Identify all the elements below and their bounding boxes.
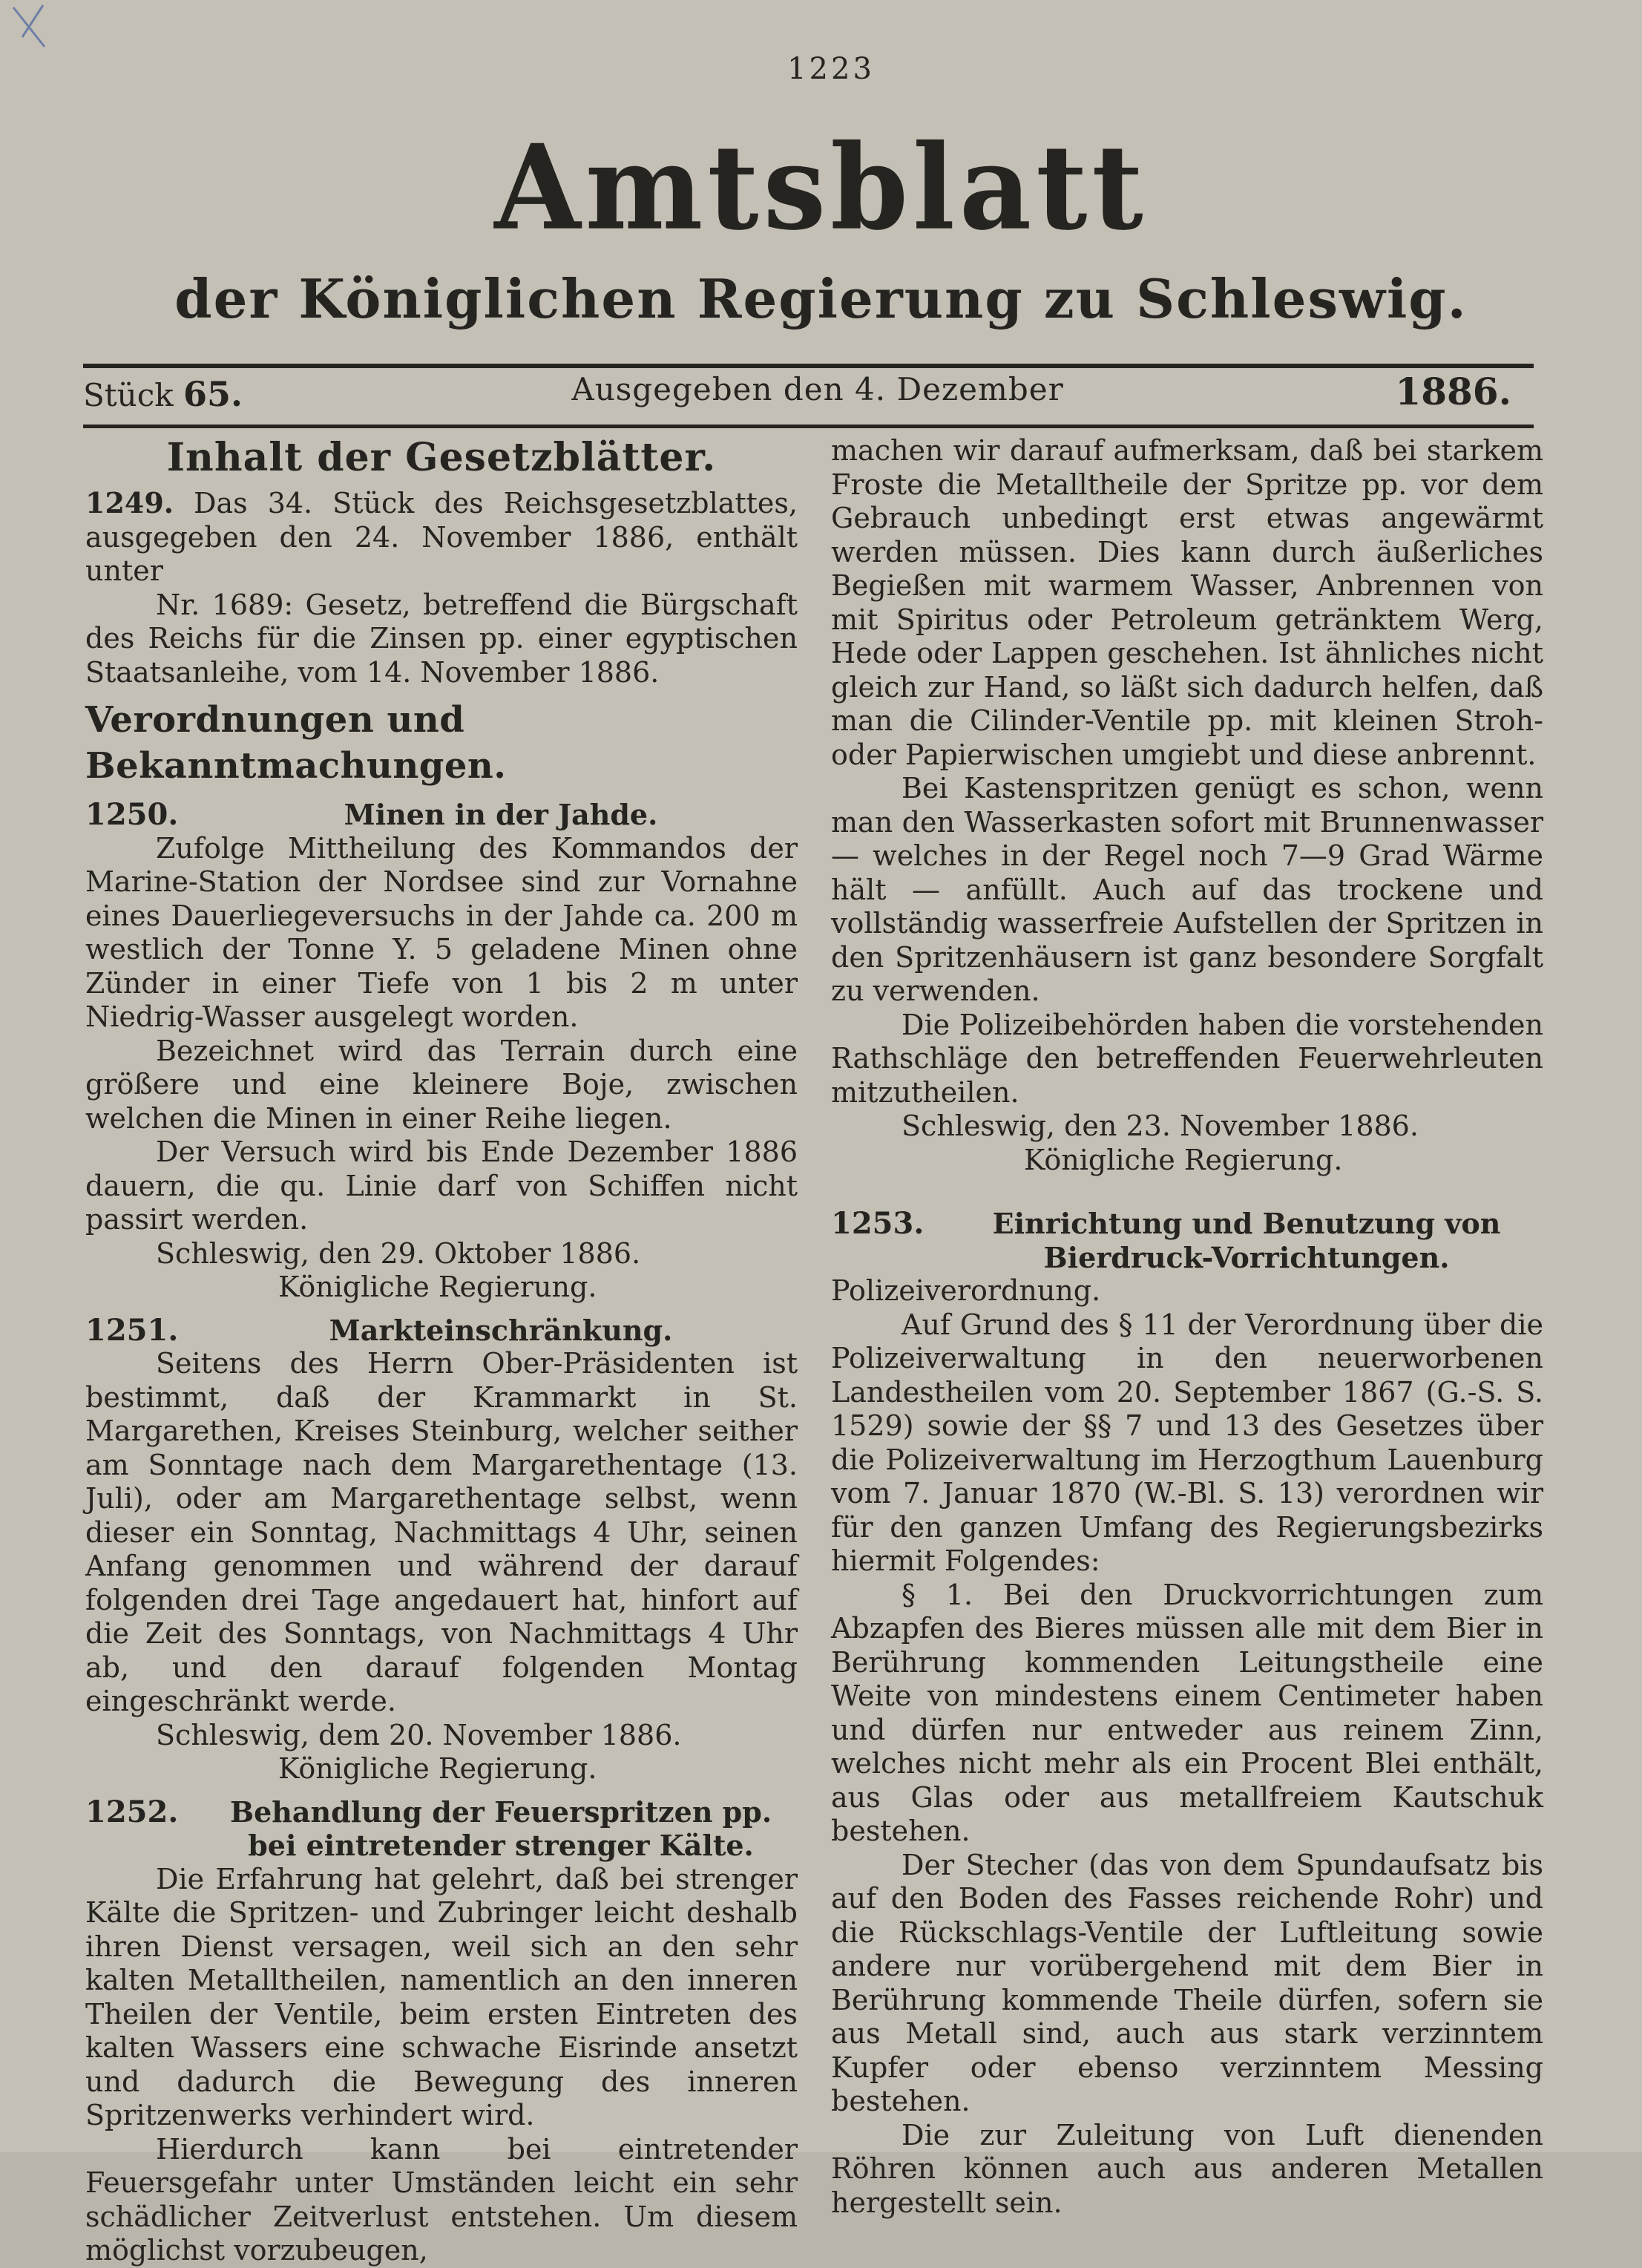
issue-line: [83, 371, 1534, 416]
entry-1252-head: [85, 1795, 798, 1863]
entry-1249: [85, 486, 798, 589]
authority: Königliche Regierung.: [278, 1752, 597, 1785]
paragraph: Zufolge Mittheilung des Kommandos der Marine-Station der Nordsee sind zur Vornahne eines Dauerliegeversuchs in der Jahde ca. 200 m westlich der Tonne Y. 5 geladene Minen ohne Zünder in einer Tiefe von 1 bis 2 m unter Niedrig-Wasser ausgelegt worden.: [85, 831, 798, 1033]
paragraph: Seitens des Herrn Ober-Präsidenten ist bestimmt, daß der Krammarkt in St. Margarethen, Kreises Steinburg, welcher seither am Sonntage nach dem Margarethentage (13. Juli), oder am Margarethentage selbst, wenn dieser ein Sonntag, Nachmittags 4 Uhr, seinen Anfang genommen und während der darauf folgenden drei Tage angedauert hat, hinfort auf die Zeit des Sonntags, von Nachmittags 4 Uhr ab, und den darauf folgenden Montag eingeschränkt werde.: [85, 1347, 798, 1717]
issue-year: 1886.: [1395, 370, 1511, 413]
entry-text: Das 34. Stück des Reichsgesetzblattes, ausgegeben den 24. November 1886, enthält unter: [85, 487, 798, 587]
entry-number: 1253.: [831, 1206, 925, 1241]
entry-number: 1252.: [85, 1794, 179, 1829]
paragraph: Der Stecher (das von dem Spundaufsatz bis auf den Boden des Fasses reichende Rohr) und die Rückschlags-Ventile der Luftleitung sowie andere nur vorübergehend mit dem Bier in Berührung kommende Theile dürfen, sofern sie aus Metall sind, auch aus stark verzinntem Kupfer oder ebenso verzinntem Messing bestehen.: [831, 1848, 1543, 2117]
masthead-title: Amtsblatt: [494, 119, 1148, 257]
entry-title: Behandlung der Feuerspritzen pp. bei eintretender strenger Kälte.: [229, 1795, 772, 1862]
place-date: Schleswig, dem 20. November 1886.: [156, 1718, 682, 1751]
page-number: 1223: [787, 52, 875, 86]
entry-title: Einrichtung und Benutzung von Bierdruck-Vorrichtungen.: [992, 1207, 1501, 1274]
authority: Königliche Regierung.: [278, 1271, 597, 1303]
entry-number: 1249.: [85, 486, 174, 520]
paragraph: Hierdurch kann bei eintretender Feuersgefahr unter Umständen leicht ein sehr schädlicher Zeitverlust entstehen. Um diesem möglichst vorzubeugen,: [85, 2132, 798, 2267]
paragraph: Die Erfahrung hat gelehrt, daß bei strenger Kälte die Spritzen- und Zubringer leicht deshalb ihren Dienst versagen, weil sich an den sehr kalten Metalltheilen, namentlich an den inneren Theilen der Ventile, beim ersten Eintreten des kalten Wassers eine schwache Eisrinde ansetzt und dadurch die Bewegung des inneren Spritzenwerks verhindert wird.: [85, 1862, 798, 2131]
authority: Königliche Regierung.: [1024, 1143, 1343, 1176]
masthead-subtitle: der Königlichen Regierung zu Schleswig.: [174, 267, 1468, 330]
entry-number: 1250.: [85, 797, 179, 832]
paragraph: Die zur Zuleitung von Luft dienenden Röhren können auch aus anderen Metallen hergestellt sein.: [831, 2118, 1543, 2219]
entry-1250-head: [85, 798, 798, 832]
entry-1249-law: Nr. 1689: Gesetz, betreffend die Bürgschaft des Reichs für die Zinsen pp. einer egyptischen Staatsanleihe, vom 14. November 1886.: [85, 588, 798, 689]
paragraph: Der Versuch wird bis Ende Dezember 1886 dauern, die qu. Linie darf von Schiffen nicht passirt werden.: [85, 1135, 798, 1236]
entry-subtitle: Polizeiverordnung.: [831, 1274, 1101, 1307]
contents-heading: Inhalt der Gesetzblätter.: [166, 435, 717, 480]
stueck-number: 65.: [183, 374, 243, 414]
stueck-label: Stück: [83, 377, 174, 413]
paragraph: Die Polizeibehörden haben die vorstehenden Rathschläge den betreffenden Feuerwehrleuten mitzutheilen.: [831, 1008, 1543, 1109]
paragraph: machen wir darauf aufmerksam, daß bei starkem Froste die Metalltheile der Spritze pp. vor dem Gebrauch unbedingt erst etwas angewärmt werden müssen. Dies kann durch äußerliches Begießen mit warmem Wasser, Anbrennen von mit Spiritus oder Petroleum getränktem Werg, Hede oder Lappen geschehen. Ist ähnliches nicht gleich zur Hand, so läßt sich dadurch helfen, daß man die Cilinder-Ventile pp. mit kleinen Stroh- oder Papierwischen umgiebt und diese anbrennt.: [831, 434, 1543, 771]
place-date: Schleswig, den 23. November 1886.: [902, 1110, 1419, 1142]
paragraph: § 1. Bei den Druckvorrichtungen zum Abzapfen des Bieres müssen alle mit dem Bier in Berührung kommenden Leitungstheile eine Weite von mindestens einem Centimeter haben und dürfen nur entweder aus reinem Zinn, welches nicht mehr als ein Procent Blei enthält, aus Glas oder aus metallfreiem Kautschuk bestehen.: [831, 1578, 1543, 1847]
paragraph: Auf Grund des § 11 der Verordnung über die Polizeiverwaltung in den neuerworbenen Landestheilen vom 20. September 1867 (G.-S. S. 1529) sowie der §§ 7 und 13 des Gesetzes über die Polizeiverwaltung im Herzogthum Lauenburg vom 7. Januar 1870 (W.-Bl. S. 13) verordnen wir für den ganzen Umfang des Regierungsbezirks hiermit Folgendes:: [831, 1308, 1543, 1577]
issue-stueck: [83, 374, 243, 414]
header-rule-bottom: [83, 425, 1534, 428]
right-column: [831, 434, 1543, 2220]
entry-title: Markteinschränkung.: [329, 1313, 673, 1347]
entry-title: Minen in der Jahde.: [344, 798, 658, 831]
entry-1253-head: [831, 1207, 1543, 1274]
pencil-mark-icon: [7, 4, 52, 48]
section-heading: Verordnungen und Bekanntmachungen.: [85, 699, 507, 787]
entry-1251-head: [85, 1314, 798, 1348]
issue-date: Ausgegeben den 4. Dezember: [571, 371, 1064, 407]
header-rule-top: [83, 364, 1534, 368]
left-column: [85, 434, 798, 2268]
entry-number: 1251.: [85, 1312, 179, 1348]
paragraph: Bezeichnet wird das Terrain durch eine größere und eine kleinere Boje, zwischen welchen die Minen in einer Reihe liegen.: [85, 1034, 798, 1135]
place-date: Schleswig, den 29. Oktober 1886.: [156, 1236, 641, 1270]
paragraph: Bei Kastenspritzen genügt es schon, wenn man den Wasserkasten sofort mit Brunnenwasser — welches in der Regel noch 7—9 Grad Wärme hält — anfüllt. Auch auf das trockene und vollständig wasserfreie Aufstellen der Spritzen in den Spritzenhäusern ist ganz besondere Sorgfalt zu verwenden.: [831, 772, 1543, 1007]
